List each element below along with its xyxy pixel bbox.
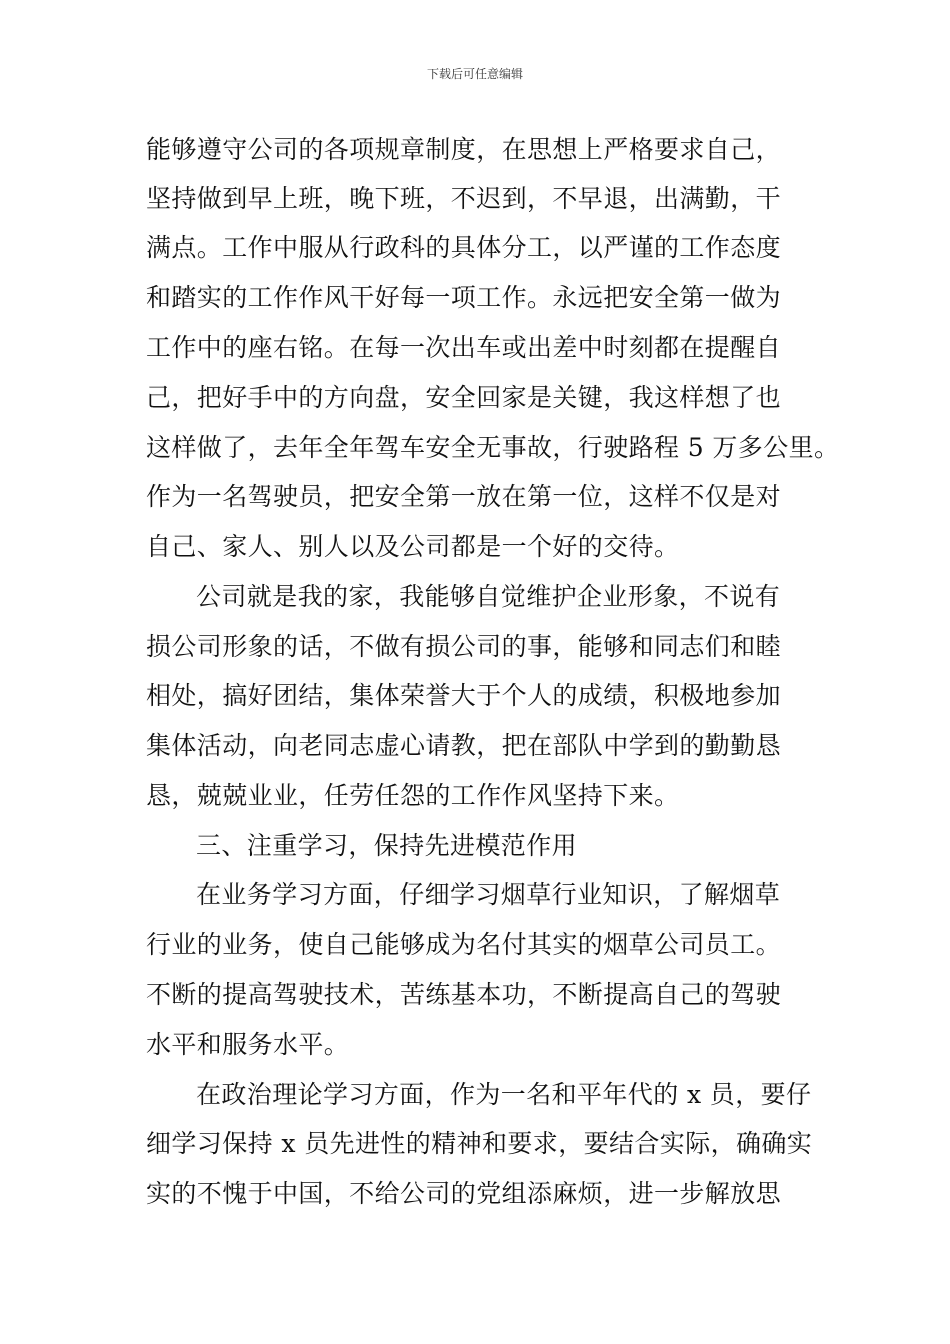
- text-line: 恳，兢兢业业，任劳任怨的工作作风坚持下来。: [146, 781, 680, 810]
- text-line: 行业的业务，使自己能够成为名付其实的烟草公司员工。: [146, 930, 782, 959]
- text-line: 满点。工作中服从行政科的具体分工，以严谨的工作态度: [146, 233, 782, 262]
- text-line: 相处，搞好团结，集体荣誉大于个人的成绩，积极地参加: [146, 681, 782, 710]
- text-line: 不断的提高驾驶技术，苦练基本功，不断提高自己的驾驶: [146, 980, 782, 1009]
- section-heading: 三、注重学习，保持先进模范作用: [196, 831, 578, 860]
- text-line: 细学习保持 x 员先进性的精神和要求，要结合实际，确确实: [146, 1129, 813, 1158]
- text-line: 己，把好手中的方向盘，安全回家是关键，我这样想了也: [146, 383, 782, 412]
- text-line: 坚持做到早上班，晚下班，不迟到，不早退，出满勤，干: [146, 184, 782, 213]
- text-line: 工作中的座右铭。在每一次出车或出差中时刻都在提醒自: [146, 333, 782, 362]
- text-line: 能够遵守公司的各项规章制度，在思想上严格要求自己，: [146, 135, 782, 164]
- text-line: 作为一名驾驶员，把安全第一放在第一位，这样不仅是对: [146, 482, 782, 511]
- text-line: 和踏实的工作作风干好每一项工作。永远把安全第一做为: [146, 283, 782, 312]
- text-line: 自己、家人、别人以及公司都是一个好的交待。: [146, 532, 680, 561]
- text-line: 集体活动，向老同志虚心请教，把在部队中学到的勤勤恳: [146, 731, 782, 760]
- text-line: 损公司形象的话，不做有损公司的事，能够和同志们和睦: [146, 632, 782, 661]
- text-line: 实的不愧于中国，不给公司的党组添麻烦，进一步解放思: [146, 1179, 782, 1208]
- paragraph-start-line: 公司就是我的家，我能够自觉维护企业形象，不说有: [196, 582, 781, 611]
- paragraph-start-line: 在业务学习方面，仔细学习烟草行业知识，了解烟草: [196, 880, 781, 909]
- text-line: 水平和服务水平。: [146, 1030, 350, 1059]
- text-line: 这样做了，去年全年驾车安全无事故，行驶路程 5 万多公里。: [146, 433, 840, 462]
- page-header: 下载后可任意编辑: [426, 67, 523, 81]
- paragraph-start-line: 在政治理论学习方面，作为一名和平年代的 x 员，要仔: [196, 1080, 812, 1109]
